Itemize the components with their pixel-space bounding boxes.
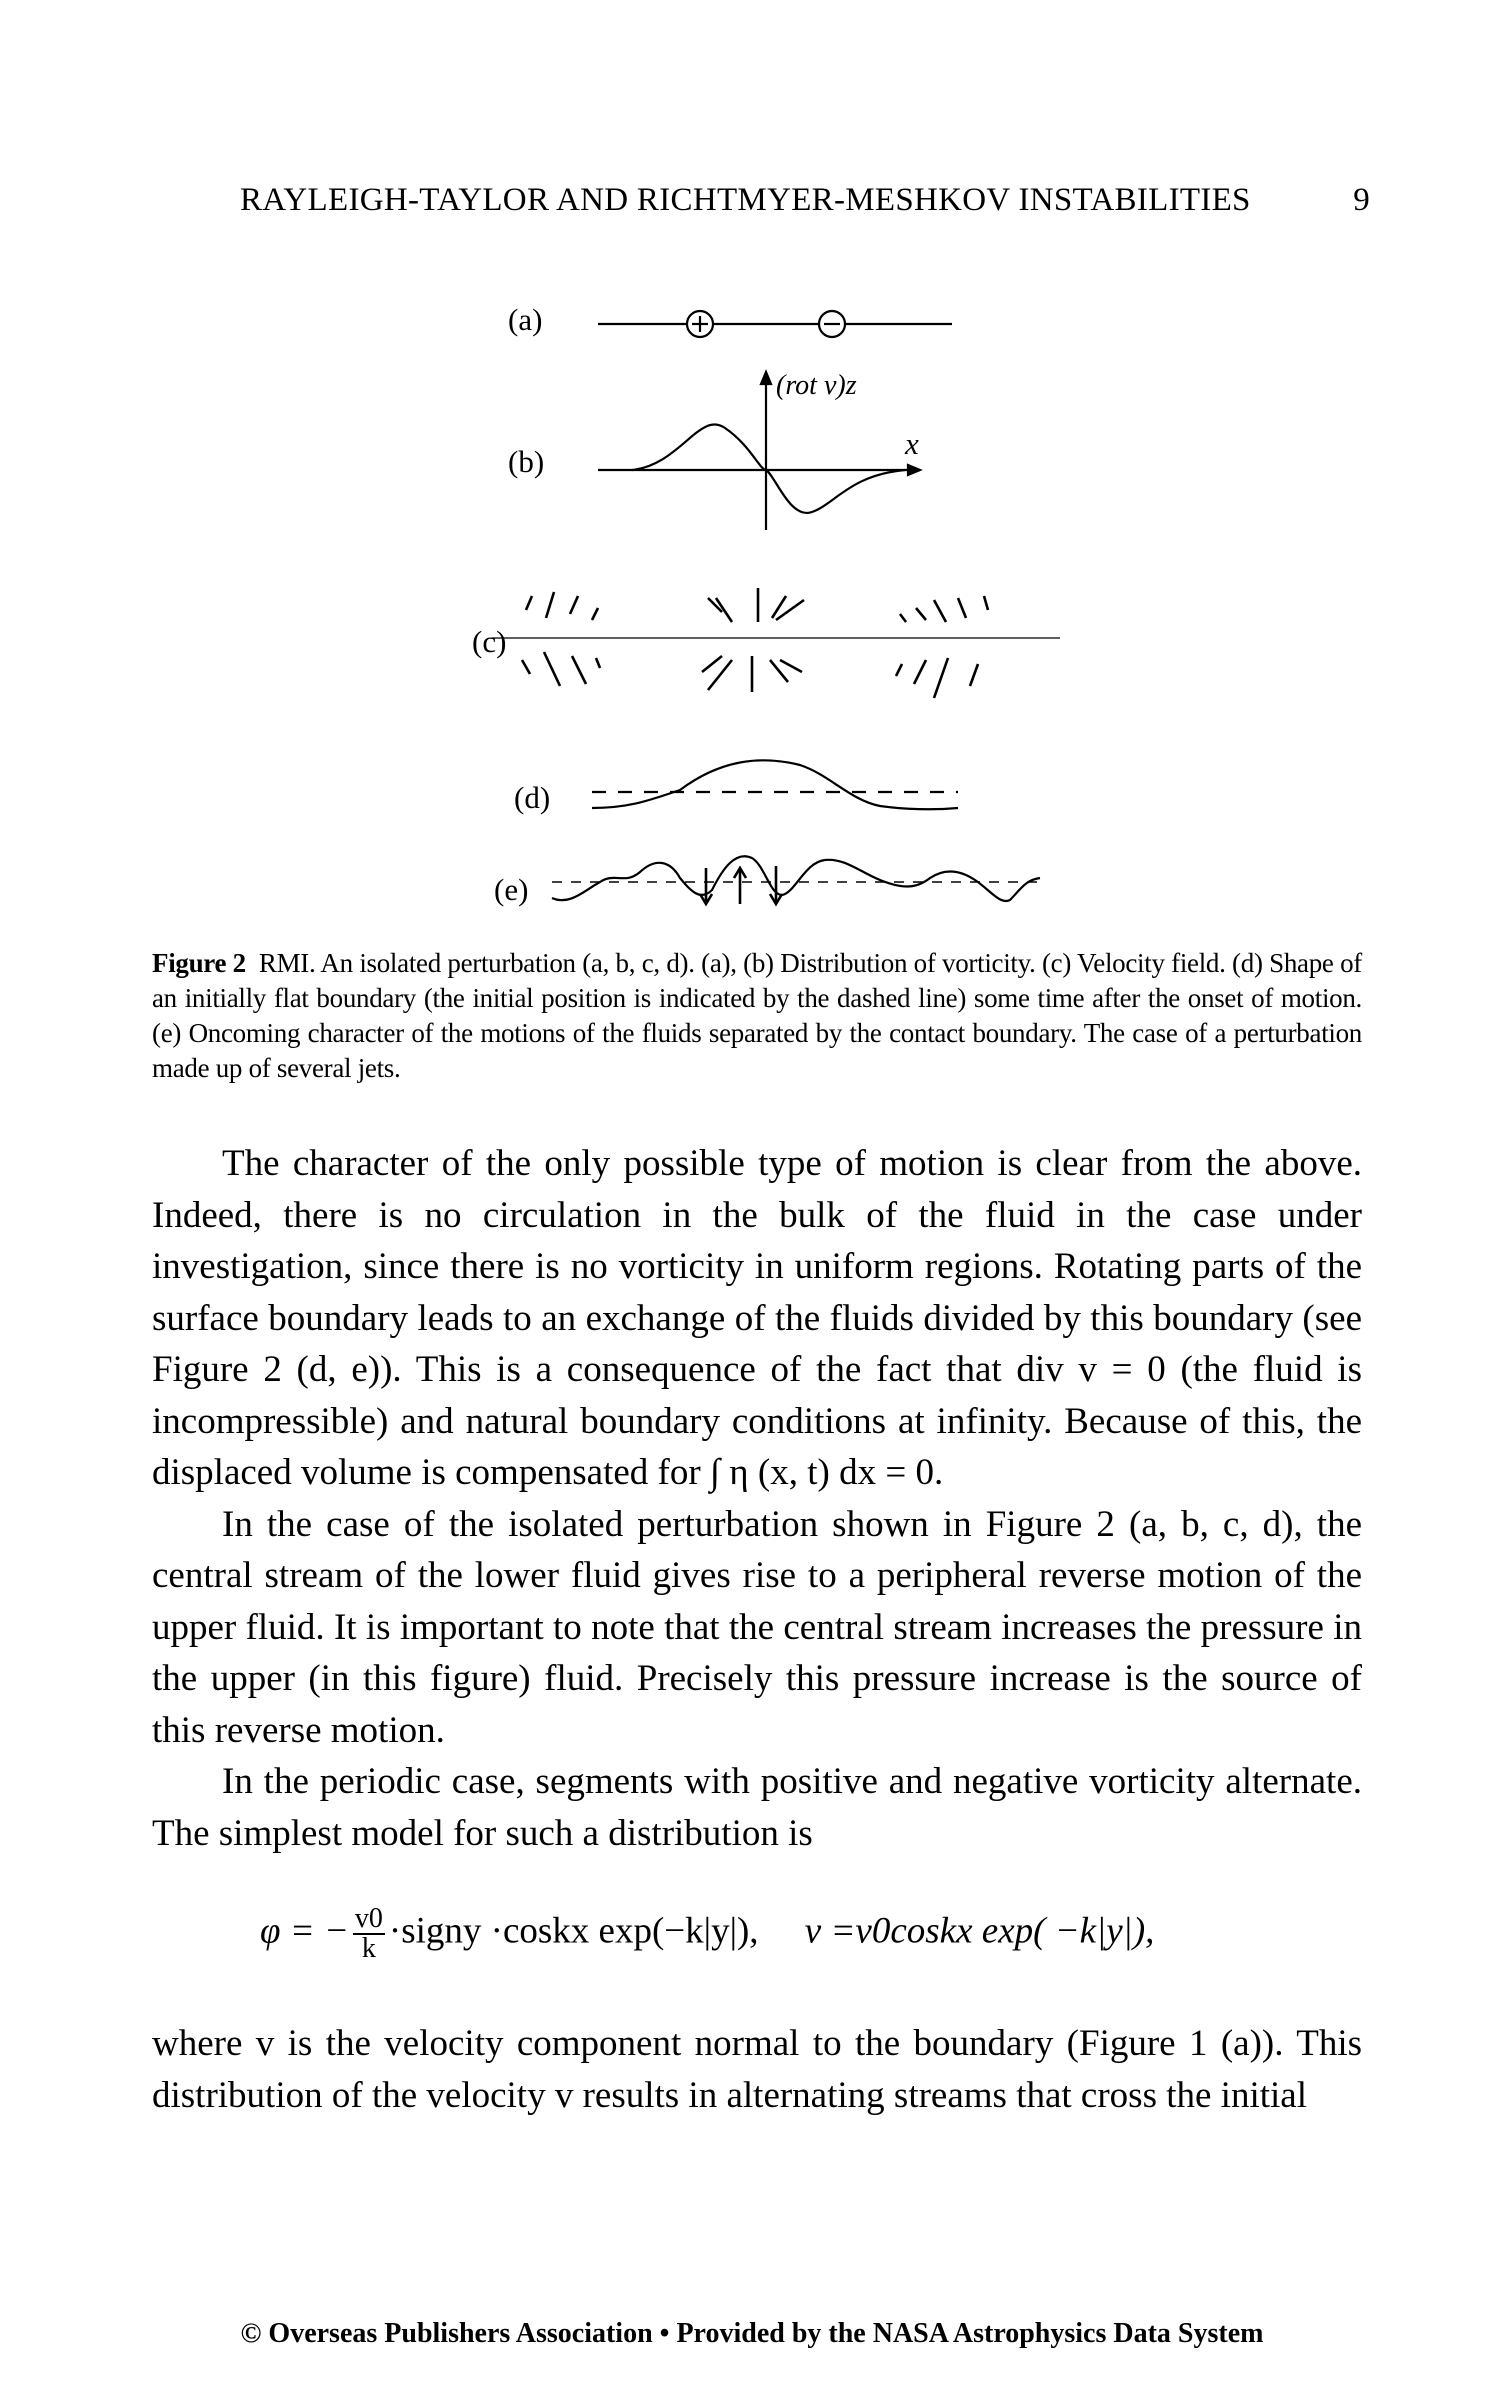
- paragraph-4: where v is the velocity component normal to the boundary (Figure 1 (a)). This distribution of the velocity v results in alternating streams that cross the initial: [152, 2023, 1362, 2116]
- eq-fraction: [353, 1905, 385, 1963]
- running-title: RAYLEIGH-TAYLOR AND RICHTMYER-MESHKOV INSTABILITIES: [240, 182, 1251, 218]
- page-number: 9: [1353, 182, 1370, 218]
- equation: [260, 1905, 1260, 1965]
- panel-label-e: (e): [494, 872, 529, 907]
- paragraph-3: In the periodic case, segments with positive and negative vorticity alternate. The simplest model for such a distribution is: [152, 1761, 1362, 1854]
- eq-numerator: v0: [354, 1903, 383, 1934]
- panel-label-a: (a): [508, 302, 543, 337]
- panel-label-c: (c): [472, 624, 507, 659]
- continued-text: [152, 2018, 1362, 2121]
- body-text: [152, 1138, 1362, 1859]
- velocity-arrows: [522, 588, 988, 698]
- panel-label-d: (d): [514, 780, 551, 815]
- eq-phi-lhs: φ = −: [260, 1910, 349, 1952]
- eq-denominator: k: [361, 1933, 376, 1964]
- vorticity-curve: [632, 424, 905, 513]
- figure-caption: [152, 946, 1362, 1086]
- boundary-shape: [592, 760, 958, 809]
- caption-label: Figure 2: [152, 948, 246, 978]
- paragraph-1: The character of the only possible type of motion is clear from the above. Indeed, there is no circulation in the bulk of the fluid in the case under investigation, since there is no vorticity in uniform regions. Rotating parts of the surface boundary leads to an exchange of the fluids divided by this boundary (see Figure 2 (d, e)). This is a consequence of the fact that div v = 0 (the fluid is incompressible) and natural boundary conditions at infinity. Because of this, the displaced volume is compensated for ∫ η (x, t) dx = 0.: [152, 1143, 1362, 1493]
- footer: © Overseas Publishers Association • Provided by the NASA Astrophysics Data System: [240, 2318, 1264, 2349]
- figure-2: [0, 0, 1504, 960]
- axis-y-label: (rot v)z: [776, 370, 857, 401]
- eq-v-expr: v =v0coskx exp( −k|y|),: [804, 1910, 1155, 1952]
- paragraph-2: In the case of the isolated perturbation shown in Figure 2 (a, b, c, d), the central stream of the lower fluid gives rise to a peripheral reverse motion of the upper fluid. It is important to note that the central stream increases the pressure in the upper (in this figure) fluid. Precisely this pressure increase is the source of this reverse motion.: [152, 1503, 1362, 1751]
- caption-text: RMI. An isolated perturbation (a, b, c, d). (a), (b) Distribution of vorticity. (c) Velocity field. (d) Shape of an initially flat boundary (the initial position is indicated by the dashed line) some time after the onset of motion. (e) Oncoming character of the motions of the fluids separated by the contact boundary. The case of a perturbation made up of several jets.: [152, 948, 1362, 1083]
- panel-label-b: (b): [508, 444, 545, 479]
- axis-x-label: x: [905, 426, 919, 461]
- eq-phi-rhs: ·signy ·coskx exp(−k|y|),: [388, 1910, 759, 1952]
- jet-boundary: [552, 856, 1040, 901]
